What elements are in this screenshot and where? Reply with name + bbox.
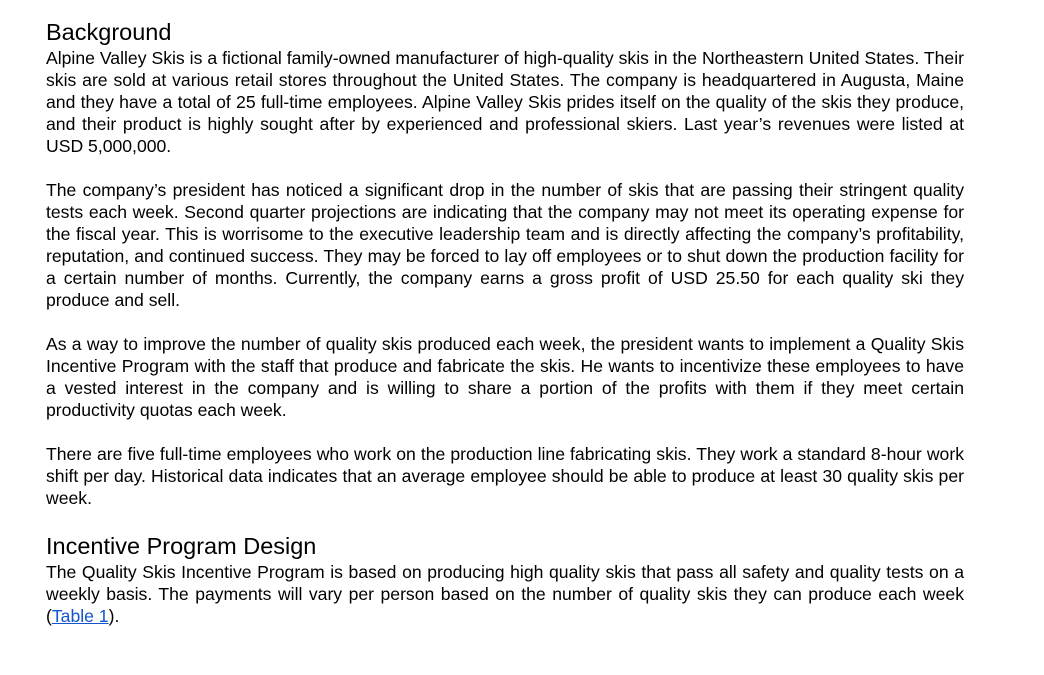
heading-incentive-program-design: Incentive Program Design — [46, 533, 317, 559]
paragraph-company-overview: Alpine Valley Skis is a fictional family-owned manufacturer of high-quality skis in the Northeastern United States. Their skis are sold at various retail stores throughout the United States. The company is headquartered in Augusta, Maine and they have a total of 25 full-time employees. Alpine Valley Skis prides itself on the quality of the skis they produce, and their product is highly sought after by experienced and professional skiers. Last year’s revenues were listed at USD 5,000,000. — [46, 48, 964, 156]
paragraph-program-basis — [46, 561, 964, 627]
heading-background: Background — [46, 19, 172, 45]
paragraph-quality-drop: The company’s president has noticed a significant drop in the number of skis that are passing their stringent quality tests each week. Second quarter projections are indicating that the company may not meet its operating expense for the fiscal year. This is worrisome to the executive leadership team and is directly affecting the company’s profitability, reputation, and continued success. They may be forced to lay off employees or to shut down the production facility for a certain number of months. Currently, the company earns a gross profit of USD 25.50 for each quality ski they produce and sell. — [46, 180, 964, 310]
table-1-link[interactable]: Table 1 — [51, 606, 109, 626]
paragraph-program-basis-end: ). — [108, 606, 120, 626]
paragraph-incentive-intent: As a way to improve the number of quality skis produced each week, the president wants to implement a Quality Skis Incentive Program with the staff that produce and fabricate the skis. He wants to incentivize these employees to have a vested interest in the company and is willing to share a portion of the profits with them if they meet certain productivity quotas each week. — [46, 334, 964, 420]
paragraph-production-staff: There are five full-time employees who work on the production line fabricating skis. They work a standard 8-hour work shift per day. Historical data indicates that an average employee should be able to produce at least 30 quality skis per week. — [46, 444, 964, 508]
paragraph-program-basis-text: The Quality Skis Incentive Program is based on producing high quality skis that pass all safety and quality tests on a weekly basis. The payments will vary per person based on the number of quality skis they can produce each week ( — [46, 562, 964, 626]
